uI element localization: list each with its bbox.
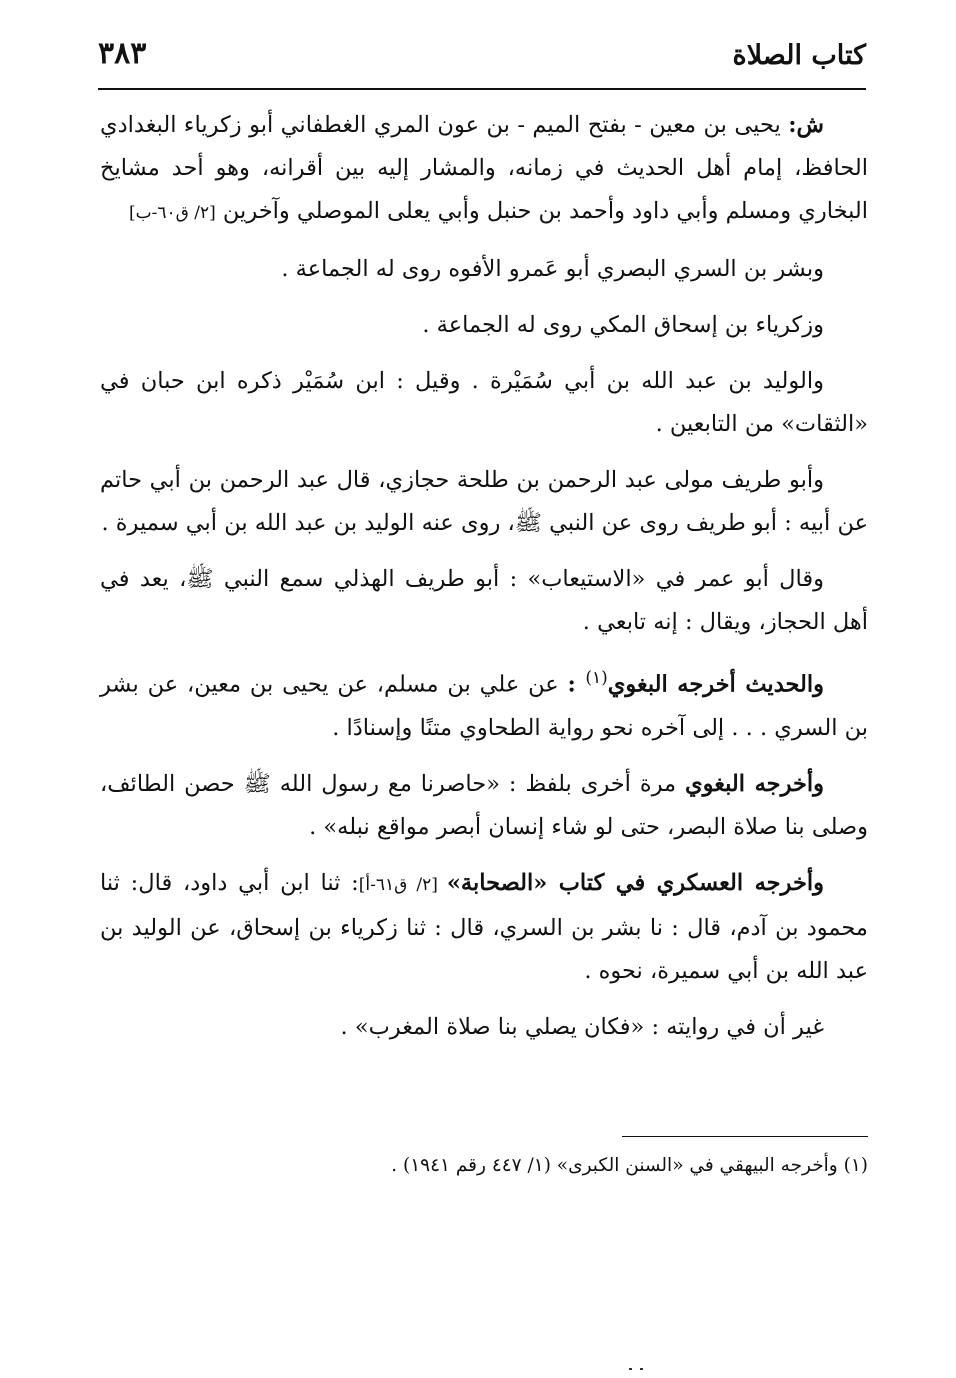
paragraph-text: غير أن في روايته : «فكان يصلي بنا صلاة المغرب» . xyxy=(340,1013,824,1040)
paragraph-lead: والحديث أخرجه البغوي xyxy=(607,671,824,698)
page-speck-marks xyxy=(623,1355,647,1363)
commentary-marker: ش: xyxy=(788,112,824,138)
paragraph-lead: وأخرجه العسكري في كتاب «الصحابة» xyxy=(446,869,824,896)
paragraph-text: مرة أخرى بلفظ : «حاصرنا مع رسول الله ﷺ حصن الطائف، وصلى بنا صلاة البصر، حتى لو شاء إنسان أبصر مواقع نبله» . xyxy=(100,770,868,840)
manuscript-reference: [٢/ ق٦٠-ب] xyxy=(129,203,216,223)
paragraph-text: وأبو طريف مولى عبد الرحمن بن طلحة حجازي، قال عبد الرحمن بن أبي حاتم عن أبيه : أبو طريف روى عن النبي ﷺ، روى عنه الوليد بن عبد الله بن أبي سميرة . xyxy=(100,467,868,536)
page-header xyxy=(98,36,866,90)
paragraph-text: والوليد بن عبد الله بن أبي سُمَيْرة . وقيل : ابن سُمَيْر ذكره ابن حبان في «الثقات» من التابعين . xyxy=(100,368,868,437)
paragraph-bishr xyxy=(100,248,868,291)
footnote: (١) وأخرجه البيهقي في «السنن الكبرى» (١/ ٤٤٧ رقم ١٩٤١) . xyxy=(391,1155,868,1176)
paragraph-askari xyxy=(100,862,868,993)
running-title: كتاب الصلاة xyxy=(732,40,866,71)
paragraph-text: وبشر بن السري البصري أبو عَمرو الأفوه روى له الجماعة . xyxy=(281,256,824,282)
page-body xyxy=(100,104,868,1062)
paragraph-istiab xyxy=(100,558,868,644)
paragraph-text: يحيى بن معين - بفتح الميم - بن عون المري الغطفاني أبو زكرياء البغدادي الحافظ، إمام أهل الحديث في زمانه، والمشار إليه بين أقرانه، وهو أحد مشايخ البخاري ومسلم وأبي داود وأحمد بن حنبل وأبي يعلى الموصلي وآخرين xyxy=(100,112,868,224)
paragraph-zakariya xyxy=(100,304,868,347)
paragraph-walid xyxy=(100,360,868,446)
paragraph-baghawi-1 xyxy=(100,657,868,750)
paragraph-abu-tarif xyxy=(100,459,868,545)
page-number: ٣٨٣ xyxy=(98,36,147,71)
manuscript-reference: [٢/ ق٦١-أ] xyxy=(358,874,447,895)
paragraph-baghawi-2 xyxy=(100,763,868,849)
paragraph-text: : ثنا ابن أبي داود، قال: ثنا محمود بن آدم، قال : نا بشر بن السري، قال : ثنا زكرياء بن إسحاق، عن الوليد بن عبد الله بن أبي سميرة، نحوه . xyxy=(100,869,868,984)
paragraph-lead-colon: : xyxy=(567,671,586,698)
paragraph-maghrib xyxy=(100,1006,868,1049)
paragraph-text: عن علي بن مسلم، عن يحيى بن معين، عن بشر بن السري . . . إلى آخره نحو رواية الطحاوي متنًا وإسنادًا . xyxy=(100,671,868,741)
paragraph-text: وقال أبو عمر في «الاستيعاب» : أبو طريف الهذلي سمع النبي ﷺ، يعد في أهل الحجاز، ويقال : إنه تابعي . xyxy=(100,566,868,635)
paragraph-lead: وأخرجه البغوي xyxy=(685,770,825,797)
footnote-reference: (١) xyxy=(585,668,608,688)
paragraph-text: وزكرياء بن إسحاق المكي روى له الجماعة . xyxy=(422,312,824,338)
footnote-separator xyxy=(622,1136,868,1137)
paragraph-commentary-yahya xyxy=(100,104,868,235)
